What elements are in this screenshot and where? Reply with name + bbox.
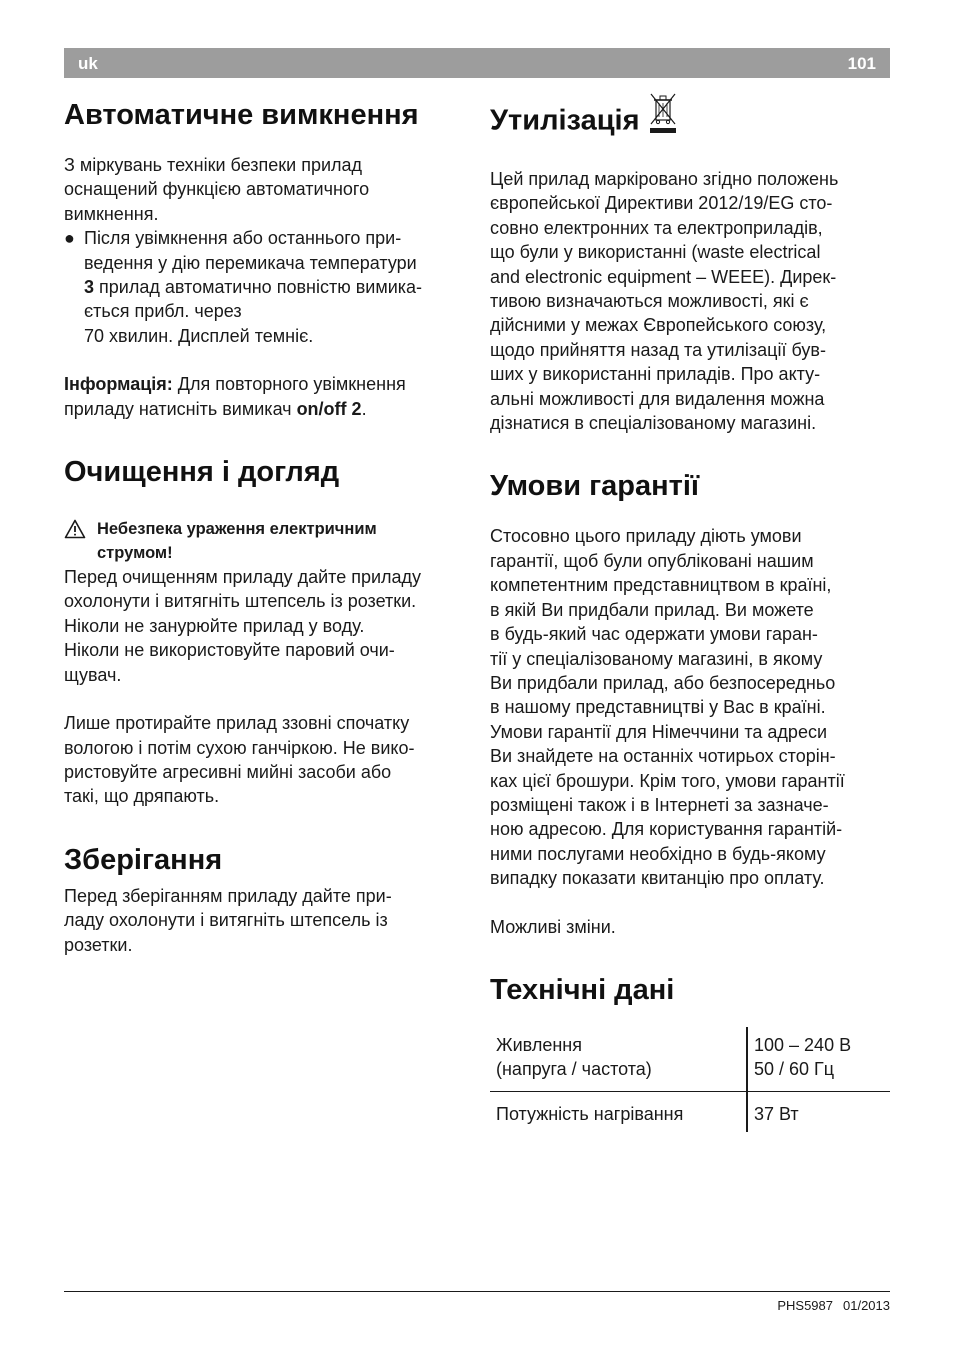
page-number: 101 xyxy=(847,54,876,73)
spec-value: 37 Вт xyxy=(747,1091,890,1132)
cleaning-para-2: Лише протирайте прилад ззовні спочатку вологою і потім сухою ганчіркою. Не вико- ристовуйте агресивні мийні засоби або такі, що дряпають. xyxy=(64,713,415,807)
spec-key: Потужність нагрівання xyxy=(496,1103,684,1124)
storage-text: Перед зберіганням приладу дайте при- ладу охолонути і витягніть штепсель із розетки. xyxy=(64,885,392,955)
table-row xyxy=(490,1091,890,1132)
right-column xyxy=(490,96,890,1132)
auto-off-intro: З міркувань техніки безпеки прилад оснащений функцією автоматичного вимкнення. xyxy=(64,155,370,224)
cleaning-para-1: Перед очищенням приладу дайте приладу охолонути і витягніть штепсель із розетки. Ніколи не занурюйте прилад у воду. Ніколи не використовуйте паровий очи- щувач. xyxy=(64,567,422,685)
disposal-heading: Утилізація xyxy=(490,96,890,148)
spec-value: 100 – 240 В 50 / 60 Гц xyxy=(747,1027,890,1092)
page-header-bar xyxy=(64,48,890,78)
table-row xyxy=(490,1027,890,1092)
info-label: Інформація: xyxy=(64,374,173,395)
warranty-text: Стосовно цього приладу діють умови гарантії, щоб були опубліковані нашим компетентним представництвом в країні, в якій Ви придбали прилад. Ви можете в будь-який час одержати умови гаран- тії у спеціалізованому магазині, в якому Ви придбали прилад, або безпосередньо в нашому представництві у Вас в країні. Умови гарантії для Німеччини та адреси Ви знайдете на останніх чотирьох сторін- ках цієї брошури. Крім того, умови гарантії розміщені також і в Інтернеті за зазначе- ною адресою. Для користування гарантій- ними послугами необхідно в будь-якому випадку показати квитанцію про оплату. xyxy=(490,526,845,889)
storage-heading: Зберігання xyxy=(64,843,223,876)
temperature-switch-number: 3 xyxy=(84,277,95,298)
warranty-heading: Умови гарантії xyxy=(490,470,700,503)
spec-key: Живлення (напруга / частота) xyxy=(490,1027,747,1092)
on-off-switch-ref: on/off 2 xyxy=(296,398,362,419)
footer-divider xyxy=(64,1291,890,1292)
auto-off-heading: Автоматичне вимкнення xyxy=(64,99,419,131)
cleaning-heading: Очищення і догляд xyxy=(64,456,340,489)
electric-shock-warning: Небезпека ураження електричним струмом! xyxy=(64,517,464,565)
warning-triangle-icon xyxy=(64,517,97,565)
info-note: Інформація: Для повторного увімкнення xyxy=(64,374,406,395)
auto-off-bullet: ● Після увімкнення або останнього при- ведення у дію перемикача температури 3 прилад автоматично повністю вимика- ється прибл. через 70 хвилин. Дисплей темніє. xyxy=(64,226,464,348)
specs-heading: Технічні дані xyxy=(490,973,675,1006)
disposal-text: Цей прилад маркіровано згідно положень європейської Директиви 2012/19/EG сто- совно електронних та електроприладів, що були у використанні (waste electrical and electronic equipment – WEEE). Дирек- тивою визначаються можливості, які є дійсними у межах Європейського союзу, щодо прийняття назад та утилізації був- ших у використанні приладів. Про акту- альні можливості для видалення можна дізнатися в спеціалізованому магазині. xyxy=(490,169,839,434)
footer xyxy=(777,1298,890,1313)
specs-table xyxy=(490,1027,890,1132)
language-code: uk xyxy=(78,54,98,73)
edition-date: 01/2013 xyxy=(843,1298,890,1313)
changes-note: Можливі зміни. xyxy=(490,916,616,937)
crossed-bin-icon xyxy=(648,92,678,144)
left-column: Автоматичне вимкнення З міркувань техніки безпеки прилад оснащений функцією автоматичного вимкнення. ● Після увімкнення або останнього при- ведення у дію перемикача температури 3 прилад автоматично повністю вимика- ється прибл. через 70 хвилин. Дисплей темніє. Інформація: Для повторного увімкнення приладу натисніть вимикач on/off 2. Очищення і догляд Небезпека ураження електричним струмом! Перед очищенням приладу дайте приладу охолонути і витягніть штепсель із розетки. Ніколи не занурюйте прилад у воду. Ніколи не використовуйте паровий очи- щувач. Лише протирайте прилад ззовні спочатку вологою і потім сухою ганчіркою. Не вико- ристовуйте агресивні мийні засоби або такі, що дряпають. Зберігання Перед зберіганням приладу дайте при- ладу охолонути і витягніть штепсель із розетки. xyxy=(64,96,464,957)
bullet-dot: ● xyxy=(64,228,75,249)
model-number: PHS5987 xyxy=(777,1298,833,1313)
